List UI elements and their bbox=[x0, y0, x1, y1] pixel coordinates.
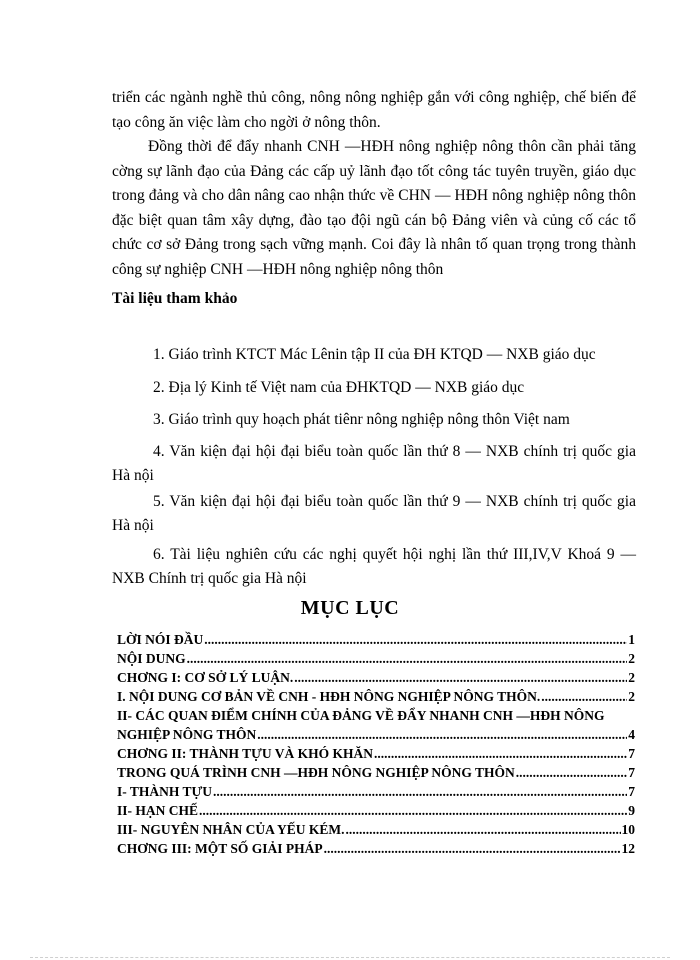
toc-entry-page: 2 bbox=[628, 651, 635, 666]
toc-leader-dots bbox=[374, 744, 627, 763]
reference-item-6: 6. Tài liệu nghiên cứu các nghị quyết hội nghị lần thứ III,IV,V Khoá 9 — NXB Chính trị quốc gia Hà nội bbox=[112, 546, 636, 587]
toc-leader-dots bbox=[187, 649, 628, 668]
toc-entry-page: 12 bbox=[621, 841, 635, 856]
toc-entry-label: NỘI DUNG bbox=[117, 651, 186, 666]
toc-entry[interactable] bbox=[117, 630, 635, 649]
toc-entry[interactable] bbox=[117, 820, 635, 839]
toc-entry-label: NGHIỆP NÔNG THÔN bbox=[117, 727, 257, 742]
page-bottom-rule bbox=[30, 957, 670, 958]
toc-entry-label: CHƠNG III: MỘT SỐ GIẢI PHÁP bbox=[117, 841, 323, 856]
toc-leader-dots bbox=[204, 630, 627, 649]
toc-entry-label: I. NỘI DUNG CƠ BẢN VỀ CNH - HĐH NÔNG NGHIỆP NÔNG THÔN. bbox=[117, 689, 541, 704]
toc-entry-page: 1 bbox=[628, 632, 635, 647]
toc-leader-dots bbox=[541, 687, 627, 706]
toc-leader-dots bbox=[346, 820, 621, 839]
toc-leader-dots bbox=[516, 763, 627, 782]
references-heading: Tài liệu tham khảo bbox=[112, 290, 238, 307]
toc-entry-page: 7 bbox=[628, 765, 635, 780]
toc-entry-label: III- NGUYÊN NHÂN CỦA YẾU KÉM. bbox=[117, 822, 345, 837]
toc-entry-page: 10 bbox=[621, 822, 635, 837]
toc-entry-first-line[interactable] bbox=[117, 706, 635, 725]
toc-entry[interactable] bbox=[117, 668, 635, 687]
toc-leader-dots bbox=[213, 782, 627, 801]
toc-entry-page: 9 bbox=[628, 803, 635, 818]
toc-entry[interactable] bbox=[117, 725, 635, 744]
table-of-contents bbox=[117, 630, 635, 858]
paragraph-continuation: triển các ngành nghề thủ công, nông nông nghiệp gắn với công nghiệp, chế biến để tạo công ăn việc làm cho ngời ở nông thôn. bbox=[112, 89, 636, 131]
toc-entry-label: TRONG QUÁ TRÌNH CNH —HĐH NÔNG NGHIỆP NÔNG THÔN bbox=[117, 765, 515, 780]
reference-item-4: 4. Văn kiện đại hội đại biểu toàn quốc lần thứ 8 — NXB chính trị quốc gia Hà nội bbox=[112, 443, 636, 484]
toc-entry[interactable] bbox=[117, 763, 635, 782]
toc-entry[interactable] bbox=[117, 801, 635, 820]
toc-entry[interactable] bbox=[117, 839, 635, 858]
paragraph-conclusion: Đồng thời để đẩy nhanh CNH —HĐH nông nghiệp nông thôn cần phải tăng cờng sự lãnh đạo của Đảng các cấp uỷ lãnh đạo tốt công tác tuyên truyền, giáo dục trong đảng và cho dân nâng cao nhận thức về CHN — HĐH nông nghiệp nông thôn đặc biệt quan tâm xây dựng, đào tạo đội ngũ cán bộ Đảng viên và củng cố các tổ chức cơ sở Đảng trong sạch vững mạnh. Coi đây là nhân tố quan trọng trong thành công sự nghiệp CNH —HĐH nông nghiệp nông thôn bbox=[112, 138, 636, 278]
toc-entry-label: II- HẠN CHẾ bbox=[117, 803, 199, 818]
reference-item-2: 2. Địa lý Kinh tế Việt nam của ĐHKTQD — NXB giáo dục bbox=[153, 379, 525, 396]
toc-title: MỤC LỤC bbox=[300, 597, 400, 619]
toc-entry-page: 4 bbox=[628, 727, 635, 742]
toc-entry[interactable] bbox=[117, 744, 635, 763]
reference-item-5: 5. Văn kiện đại hội đại biểu toàn quốc lần thứ 9 — NXB chính trị quốc gia Hà nội bbox=[112, 493, 636, 534]
toc-leader-dots bbox=[199, 801, 627, 820]
toc-entry[interactable] bbox=[117, 649, 635, 668]
toc-entry-page: 2 bbox=[628, 689, 635, 704]
reference-item-1: 1. Giáo trình KTCT Mác Lênin tập II của ĐH KTQD — NXB giáo dục bbox=[153, 346, 596, 363]
toc-leader-dots bbox=[294, 668, 627, 687]
toc-entry-page: 7 bbox=[628, 784, 635, 799]
toc-entry-label: CHƠNG II: THÀNH TỰU VÀ KHÓ KHĂN bbox=[117, 746, 374, 761]
toc-leader-dots bbox=[324, 839, 621, 858]
toc-leader-dots bbox=[257, 725, 627, 744]
toc-entry-label: LỜI NÓI ĐẦU bbox=[117, 632, 204, 647]
toc-entry-page: 2 bbox=[628, 670, 635, 685]
toc-entry-label: II- CÁC QUAN ĐIỂM CHÍNH CỦA ĐẢNG VỀ ĐẨY NHANH CNH —HĐH NÔNG bbox=[117, 708, 605, 723]
reference-item-3: 3. Giáo trình quy hoạch phát tiênr nông nghiệp nông thôn Việt nam bbox=[153, 411, 570, 428]
toc-entry-page: 7 bbox=[628, 746, 635, 761]
toc-entry[interactable] bbox=[117, 782, 635, 801]
toc-entry[interactable] bbox=[117, 687, 635, 706]
toc-entry-label: I- THÀNH TỰU bbox=[117, 784, 213, 799]
toc-entry-label: CHƠNG I: CƠ SỞ LÝ LUẬN. bbox=[117, 670, 294, 685]
